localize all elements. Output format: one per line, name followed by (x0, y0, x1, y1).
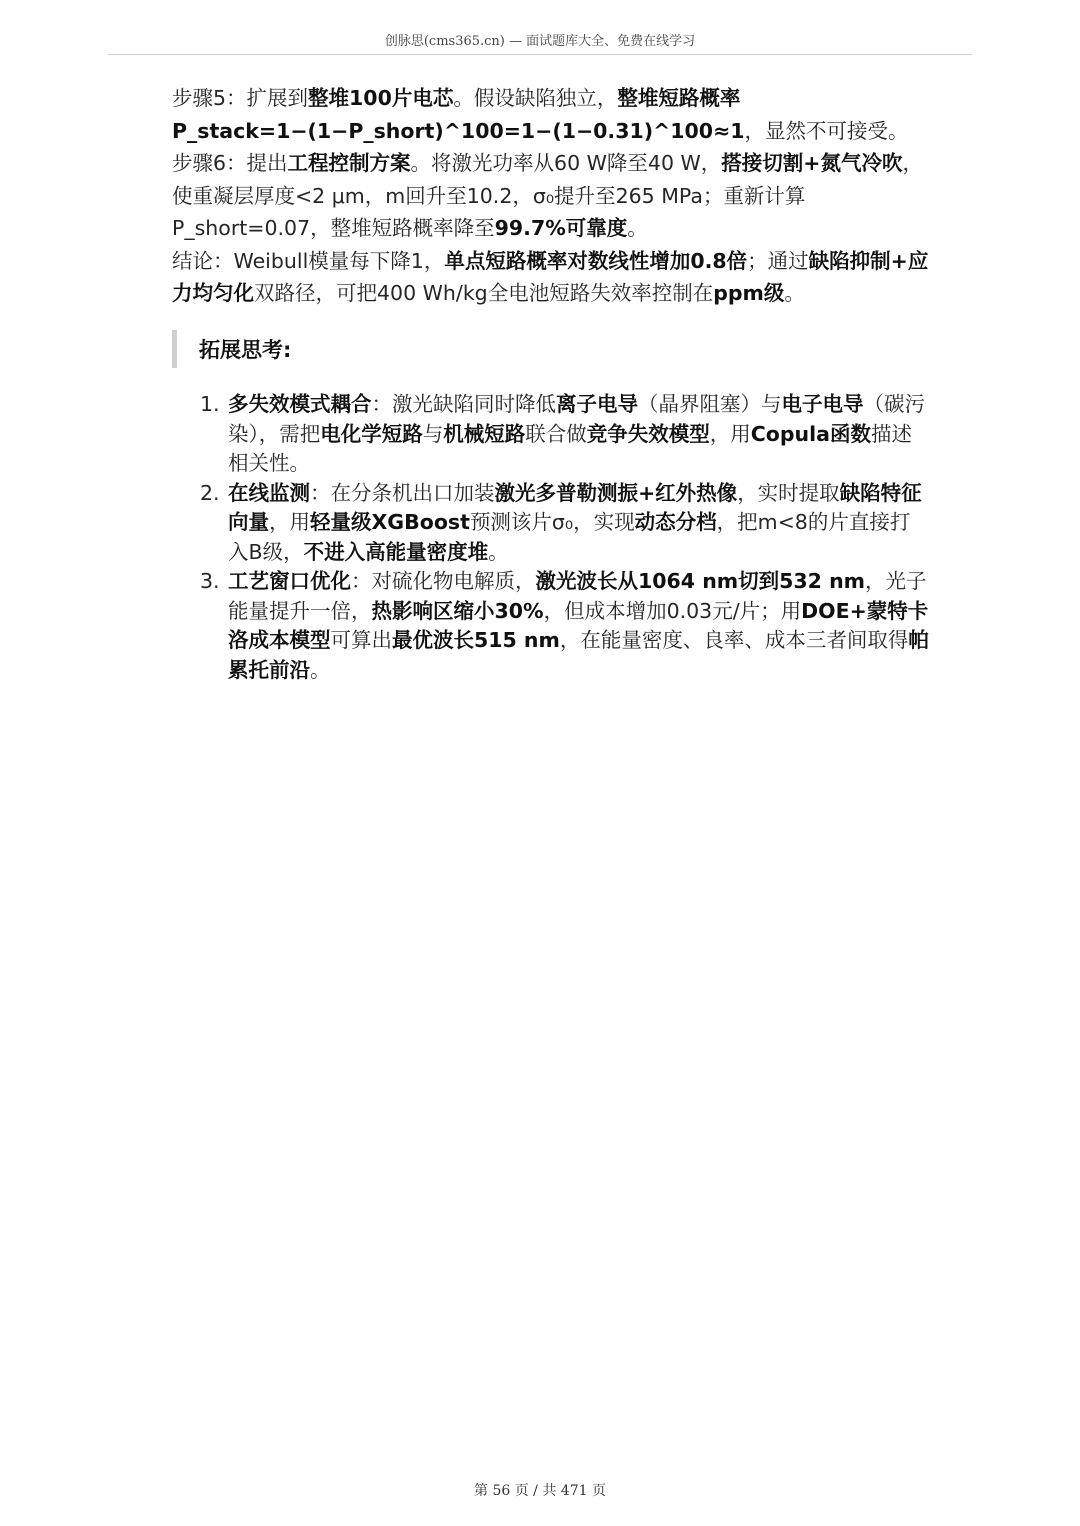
text-segment: 描述相关性。 (228, 421, 913, 475)
text-segment: ，用 (269, 510, 310, 534)
text-segment: 。将激光功率从60 W降至40 W， (410, 151, 722, 175)
emphasis-segment: 99.7%可靠度 (494, 216, 628, 240)
text-segment: ，光子能量提升一倍， (228, 569, 927, 623)
text-segment: ，显然不可接受。 (744, 118, 909, 143)
emphasis-segment: 工艺窗口优化 (228, 569, 351, 593)
step-5-paragraph (172, 82, 932, 147)
emphasis-segment: 工程控制方案 (287, 151, 411, 175)
emphasis-segment: 动态分档 (634, 510, 717, 534)
emphasis-segment: 帕累托前沿 (228, 628, 929, 682)
text-segment: 联合做 (525, 421, 587, 446)
text-segment: 步骤6：提出 (172, 151, 288, 175)
emphasis-segment: 轻量级XGBoost (310, 510, 470, 534)
emphasis-segment: Copula函数 (750, 421, 872, 446)
emphasis-segment: 整堆短路概率P_stack=1−(1−P_short)^100=1−(1−0.31)^100≈1 (172, 86, 745, 143)
list-item (200, 479, 930, 568)
text-segment: 与 (422, 421, 444, 446)
page-header: 创脉思(cms365.cn) — 面试题库大全、免费在线学习 (384, 34, 696, 49)
emphasis-segment: ppm级 (713, 281, 785, 305)
text-segment: ，实时提取 (737, 480, 840, 505)
text-segment: 结论：Weibull模量每下降1， (172, 248, 445, 273)
emphasis-segment: 机械短路 (443, 421, 526, 446)
emphasis-segment: 不进入高能量密度堆 (303, 539, 489, 564)
emphasis-segment: 电子电导 (781, 392, 864, 416)
page-number-footer: 第 56 页 / 共 471 页 (474, 1483, 606, 1499)
text-segment: 。 (784, 281, 805, 305)
text-segment: 可算出 (330, 628, 392, 652)
emphasis-segment: 竞争失效模型 (586, 421, 710, 446)
text-segment: 预测该片σ₀，实现 (469, 510, 635, 534)
emphasis-segment: 在线监测 (228, 480, 310, 505)
extension-heading: 拓展思考: (199, 338, 292, 362)
text-segment: ，使重凝层厚度<2 μm，m回升至10.2，σ₀提升至265 MPa；重新计算P_short=0.07，整堆短路概率降至 (172, 151, 923, 240)
step-6-paragraph (172, 147, 932, 245)
text-segment: ：在分条机出口加装 (310, 480, 495, 505)
solution-steps (172, 82, 932, 310)
emphasis-segment: 搭接切割+氮气冷吹 (721, 151, 903, 175)
text-segment: ；通过 (747, 248, 809, 273)
text-segment: 。 (627, 216, 648, 240)
emphasis-segment: 缺陷特征向量 (228, 480, 922, 534)
header-divider (108, 54, 972, 55)
text-segment: 。 (488, 539, 509, 564)
text-segment: ，用 (709, 421, 751, 446)
emphasis-segment: 激光多普勒测振+红外热像 (494, 480, 738, 505)
text-segment: 步骤5：扩展到 (172, 86, 309, 110)
extension-list (200, 390, 930, 685)
text-segment: ：对硫化物电解质， (351, 569, 536, 593)
emphasis-segment: DOE+蒙特卡洛成本模型 (228, 598, 929, 652)
emphasis-segment: 激光波长从1064 nm切到532 nm (535, 569, 866, 593)
emphasis-segment: 多失效模式耦合 (228, 392, 372, 416)
text-segment: ，在能量密度、良率、成本三者间取得 (559, 628, 909, 652)
text-segment: （晶界阻塞）与 (638, 392, 782, 416)
emphasis-segment: 离子电导 (556, 392, 638, 416)
emphasis-segment: 最优波长515 nm (392, 628, 560, 652)
emphasis-segment: 缺陷抑制+应力均匀化 (172, 248, 929, 305)
text-segment: （碳污染），需把 (228, 392, 925, 446)
list-number: 2. (200, 480, 220, 505)
text-segment: 。 (310, 657, 331, 682)
emphasis-segment: 电化学短路 (320, 421, 423, 446)
emphasis-segment: 单点短路概率对数线性增加0.8倍 (444, 248, 748, 273)
emphasis-segment: 热影响区缩小30% (371, 598, 544, 623)
list-number: 3. (200, 569, 220, 593)
list-item (200, 390, 930, 479)
list-item (200, 567, 930, 685)
text-segment: ，但成本增加0.03元/片；用 (543, 598, 802, 623)
text-segment: 。假设缺陷独立， (453, 86, 618, 110)
text-segment: ：激光缺陷同时降低 (371, 392, 556, 416)
list-number: 1. (200, 392, 220, 416)
emphasis-segment: 整堆100片电芯 (308, 86, 454, 110)
text-segment: ，把m<8的片直接打入B级， (228, 510, 911, 564)
conclusion-paragraph (172, 245, 932, 310)
text-segment: 双路径，可把400 Wh/kg全电池短路失效率控制在 (254, 281, 714, 305)
extension-blockquote (172, 330, 872, 368)
